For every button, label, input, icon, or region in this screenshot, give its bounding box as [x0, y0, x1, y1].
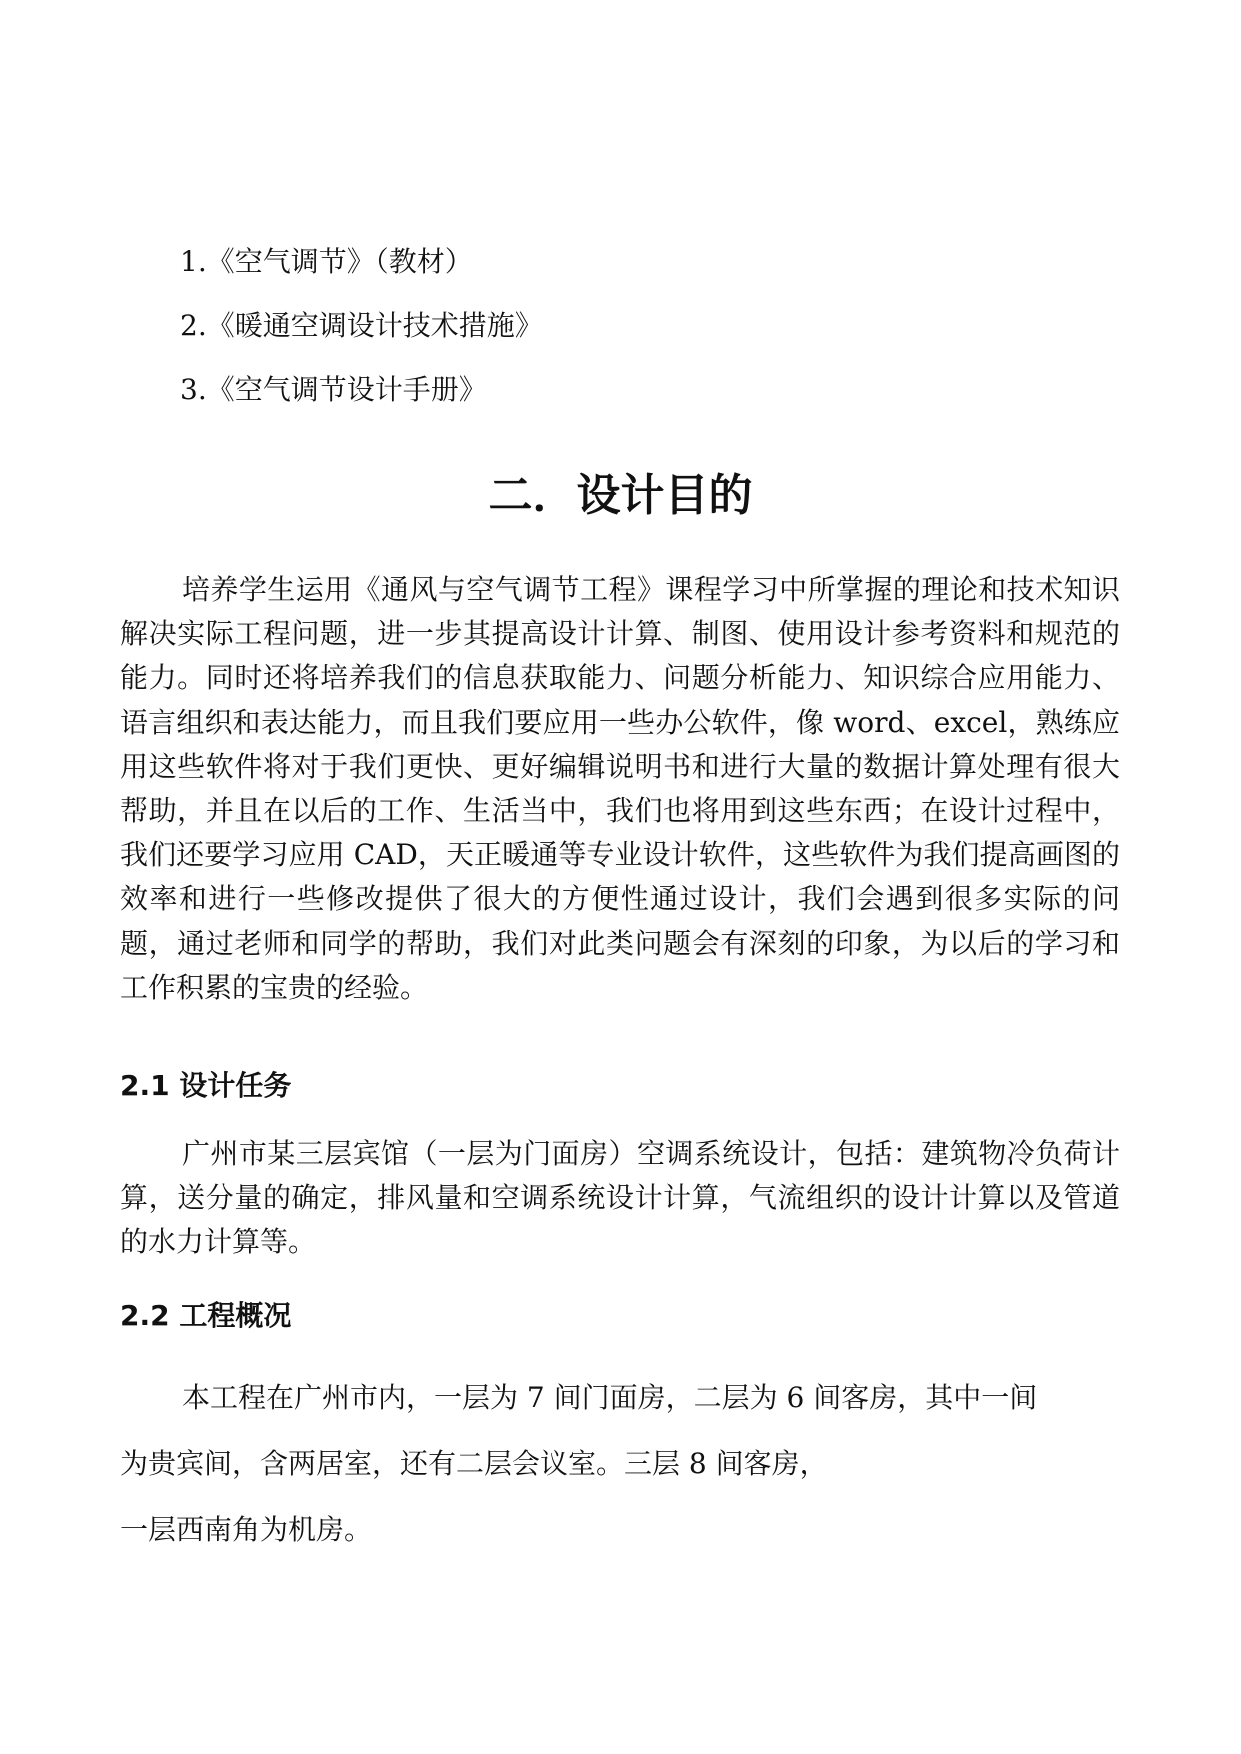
reference-item-2: 2.《暖通空调设计技术措施》 [180, 309, 543, 342]
overview-line-3: 一层西南角为机房。 [120, 1513, 373, 1546]
reference-item-3: 3.《空气调节设计手册》 [180, 373, 487, 406]
section-heading-2-2: 2.2 工程概况 [120, 1299, 292, 1332]
reference-item-1: 1.《空气调节》（教材） [180, 245, 473, 278]
overview-line-2: 为贵宾间，含两居室，还有二层会议室。三层 8 间客房， [120, 1447, 828, 1480]
design-task-paragraph: 广州市某三层宾馆（一层为门面房）空调系统设计，包括：建筑物冷负荷计算，送分量的确定，排风量和空调系统设计计算，气流组织的设计计算以及管道的水力计算等。 [120, 1137, 1120, 1259]
section-heading-2-1: 2.1 设计任务 [120, 1069, 292, 1102]
chapter-title: 二．设计目的 [488, 470, 753, 521]
overview-line-1: 本工程在广州市内，一层为 7 间门面房，二层为 6 间客房，其中一间 [182, 1381, 1038, 1414]
design-purpose-paragraph: 培养学生运用《通风与空气调节工程》课程学习中所掌握的理论和技术知识解决实际工程问题，进一步其提高设计计算、制图、使用设计参考资料和规范的能力。同时还将培养我们的信息获取能力、问题分析能力、知识综合应用能力、语言组织和表达能力，而且我们要应用一些办公软件，像 word、excel，熟练应用这些软件将对于我们更快、更好编辑说明书和进行大量的数据计算处理有很大帮助，并且在以后的工作、生活当中，我们也将用到这些东西；在设计过程中，我们还要学习应用 CAD，天正暖通等专业设计软件，这些软件为我们提高画图的效率和进行一些修改提供了很大的方便性通过设计，我们会遇到很多实际的问题，通过老师和同学的帮助，我们对此类问题会有深刻的印象，为以后的学习和工作积累的宝贵的经验。 [120, 573, 1120, 1004]
